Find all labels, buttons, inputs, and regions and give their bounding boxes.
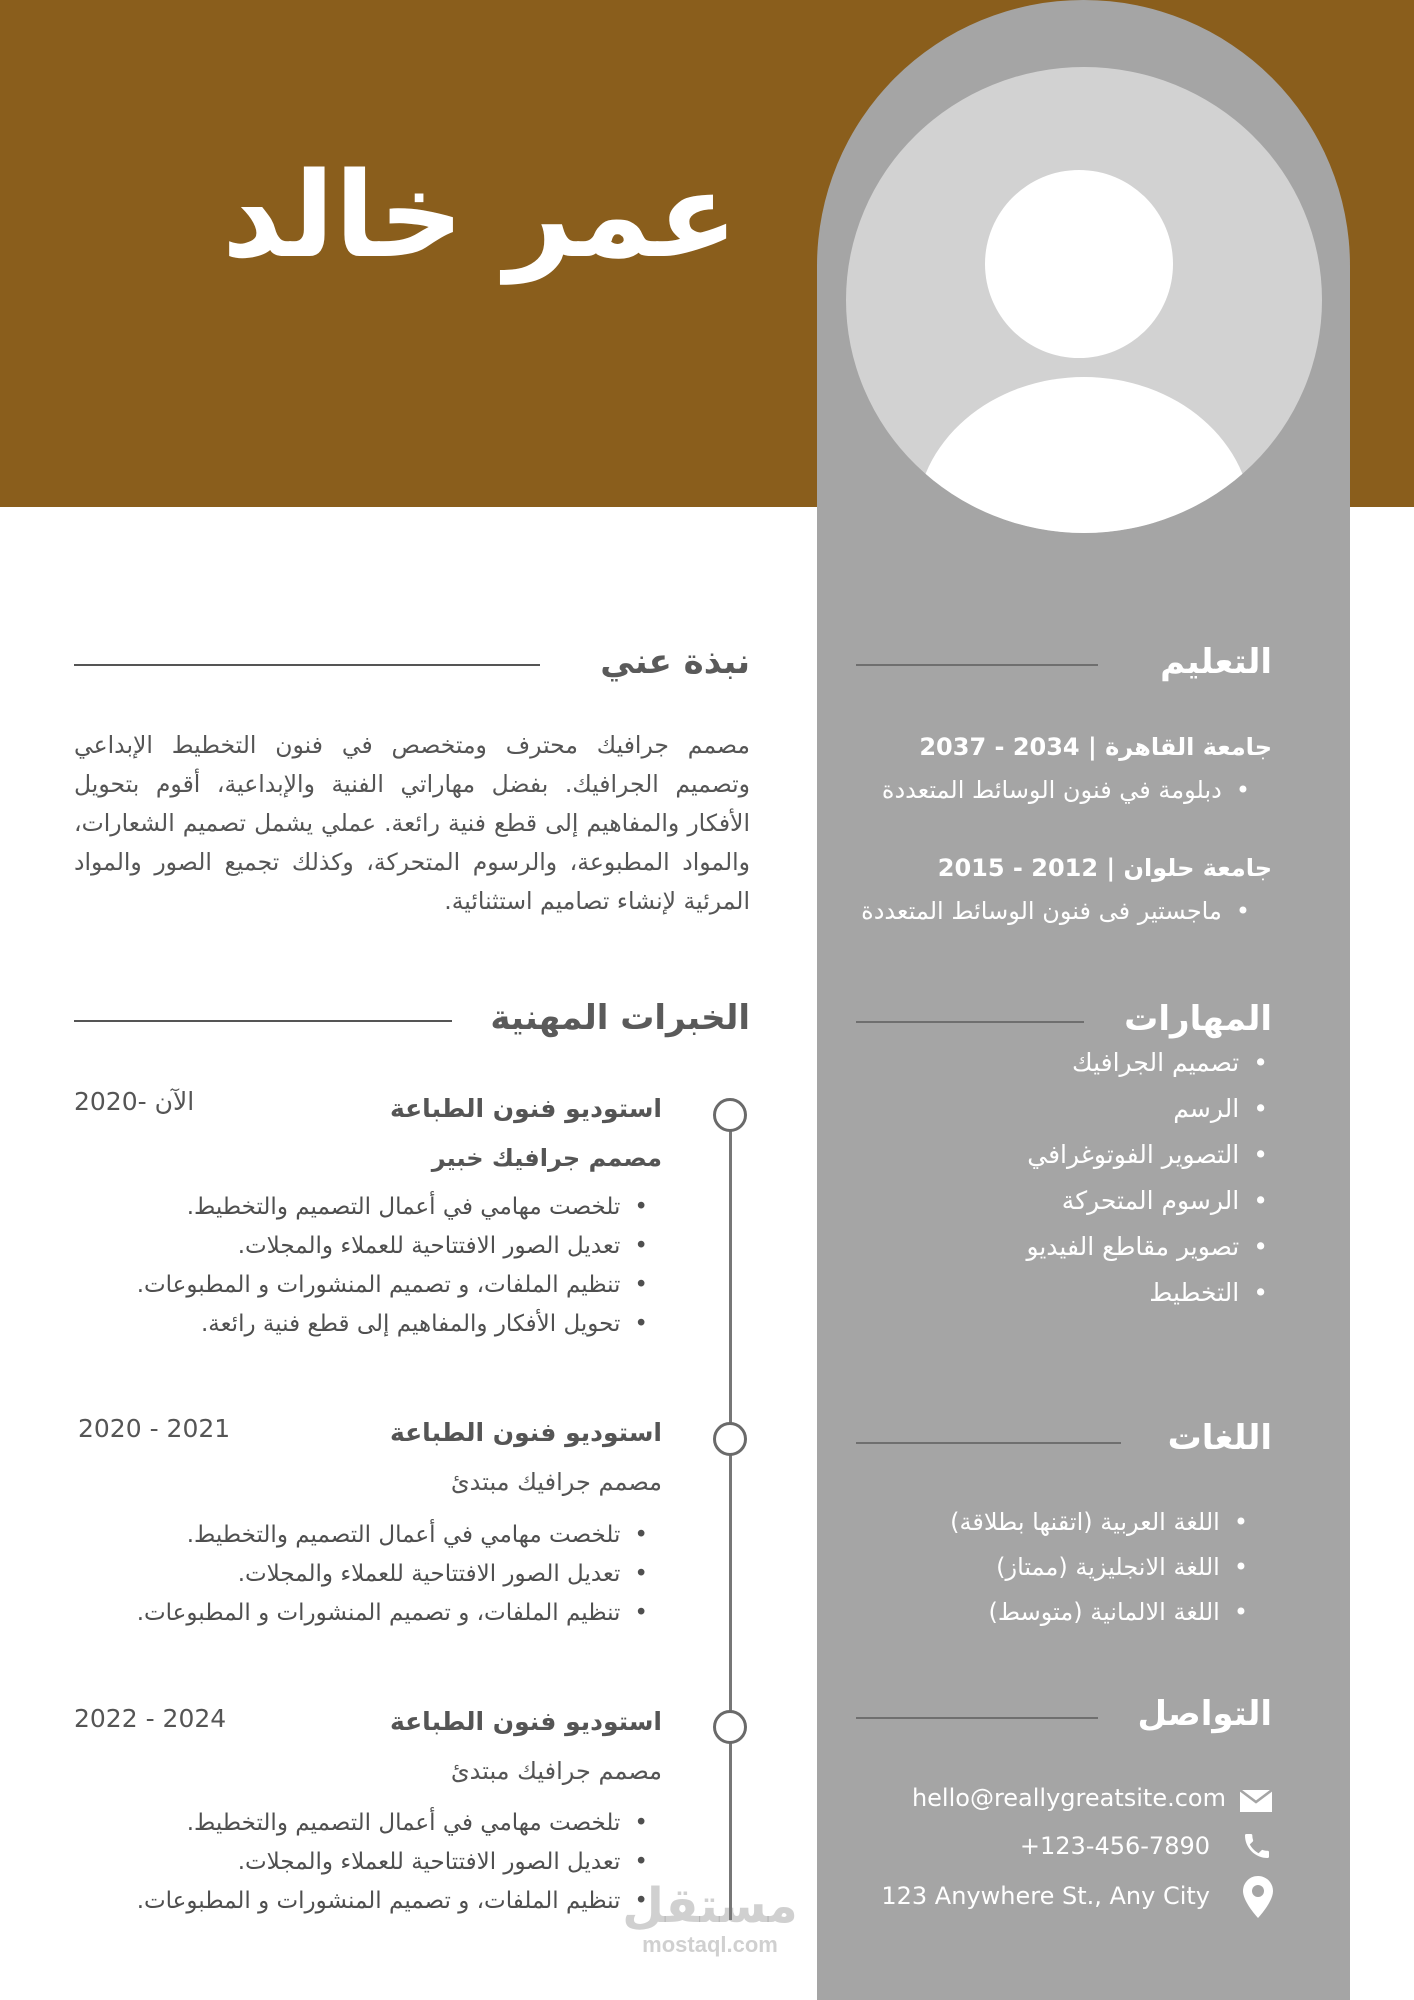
job-3-duty: • تعديل الصور الافتتاحية للعملاء والمجلات.	[238, 1849, 648, 1875]
education-entry-1-item: • دبلومة في فنون الوسائط المتعددة	[882, 776, 1250, 804]
skill-item: • الرسوم المتحركة	[1062, 1186, 1268, 1215]
job-3-company: استوديو فنون الطباعة	[389, 1707, 662, 1736]
education-entry-1-header: جامعة القاهرة | 2034 - 2037	[919, 733, 1272, 761]
education-rule	[856, 664, 1098, 666]
job-2-duty: • تلخصت مهامي في أعمال التصميم والتخطيط.	[187, 1522, 648, 1548]
language-item: • اللغة الالمانية (متوسط)	[988, 1598, 1248, 1626]
avatar-head-shape	[985, 170, 1173, 358]
avatar-body-shape	[916, 377, 1252, 533]
languages-rule	[856, 1442, 1121, 1444]
location-pin-icon	[1243, 1876, 1273, 1918]
skill-item: • الرسم	[1173, 1094, 1268, 1123]
job-1-duty: • تحويل الأفكار والمفاهيم إلى قطع فنية رائعة.	[201, 1311, 648, 1337]
envelope-icon	[1240, 1790, 1272, 1812]
job-1-duty: • تنظيم الملفات، و تصميم المنشورات و المطبوعات.	[137, 1272, 648, 1298]
language-item: • اللغة العربية (اتقنها بطلاقة)	[950, 1508, 1248, 1536]
watermark-latin: mostaql.com	[642, 1932, 778, 1957]
timeline-dot	[713, 1422, 747, 1456]
avatar	[846, 67, 1322, 533]
skill-item: • تصميم الجرافيك	[1072, 1048, 1268, 1077]
job-2-company: استوديو فنون الطباعة	[389, 1418, 662, 1447]
language-item: • اللغة الانجليزية (ممتاز)	[996, 1553, 1248, 1581]
contact-email[interactable]: hello@reallygreatsite.com	[911, 1784, 1226, 1812]
timeline-dot	[713, 1710, 747, 1744]
contact-address: 123 Anywhere St., Any City	[881, 1882, 1210, 1910]
watermark	[610, 1880, 810, 1958]
timeline-dot	[713, 1098, 747, 1132]
job-3-date: 2022 - 2024	[74, 1704, 227, 1733]
job-1-company: استوديو فنون الطباعة	[389, 1094, 662, 1123]
experience-rule	[74, 1020, 452, 1022]
experience-title: الخبرات المهنية	[490, 998, 750, 1038]
skills-title: المهارات	[1124, 999, 1272, 1039]
about-rule	[74, 664, 540, 666]
contact-title: التواصل	[1137, 1694, 1272, 1734]
job-2-role: مصمم جرافيك مبتدئ	[450, 1468, 662, 1496]
education-entry-2-header: جامعة حلوان | 2012 - 2015	[937, 854, 1272, 882]
skills-rule	[856, 1021, 1084, 1023]
about-title: نبذة عني	[600, 642, 750, 682]
about-text: مصمم جرافيك محترف ومتخصص في فنون التخطيط الإبداعي وتصميم الجرافيك. بفضل مهاراتي الفنية والإبداعية، أقوم بتحويل الأفكار والمفاهيم إلى قطع فنية رائعة. عملي يشمل تصميم الشعارات، والمواد المطبوعة، والرسوم المتحركة، وكذلك تجميع الصور والمواد المرئية لإنشاء تصاميم استثنائية.	[74, 731, 750, 915]
skill-item: • تصوير مقاطع الفيديو	[1026, 1232, 1268, 1261]
job-2-date: 2020 - 2021	[78, 1414, 231, 1443]
job-1-role: مصمم جرافيك خبير	[431, 1144, 662, 1172]
job-1-duty: • تعديل الصور الافتتاحية للعملاء والمجلات.	[238, 1233, 648, 1259]
education-title: التعليم	[1160, 642, 1272, 682]
job-2-duty: • تنظيم الملفات، و تصميم المنشورات و المطبوعات.	[137, 1600, 648, 1626]
timeline-line	[729, 1100, 732, 1920]
contact-phone[interactable]: +123-456-7890	[1019, 1832, 1210, 1860]
languages-title: اللغات	[1167, 1418, 1272, 1458]
education-entry-2-item: • ماجستير فى فنون الوسائط المتعددة	[861, 897, 1250, 925]
skill-item: • التخطيط	[1149, 1278, 1268, 1307]
skill-item: • التصوير الفوتوغرافي	[1027, 1140, 1268, 1169]
candidate-name: عمر خالد	[221, 146, 739, 284]
job-3-role: مصمم جرافيك مبتدئ	[450, 1757, 662, 1785]
contact-rule	[856, 1717, 1098, 1719]
watermark-arabic: مستقل	[622, 1878, 798, 1934]
job-1-duty: • تلخصت مهامي في أعمال التصميم والتخطيط.	[187, 1194, 648, 1220]
phone-icon	[1241, 1830, 1273, 1862]
job-1-date: 2020- الآن	[74, 1087, 195, 1116]
job-3-duty: • تنظيم الملفات، و تصميم المنشورات و المطبوعات.	[137, 1888, 648, 1914]
job-3-duty: • تلخصت مهامي في أعمال التصميم والتخطيط.	[187, 1810, 648, 1836]
job-2-duty: • تعديل الصور الافتتاحية للعملاء والمجلات.	[238, 1561, 648, 1587]
